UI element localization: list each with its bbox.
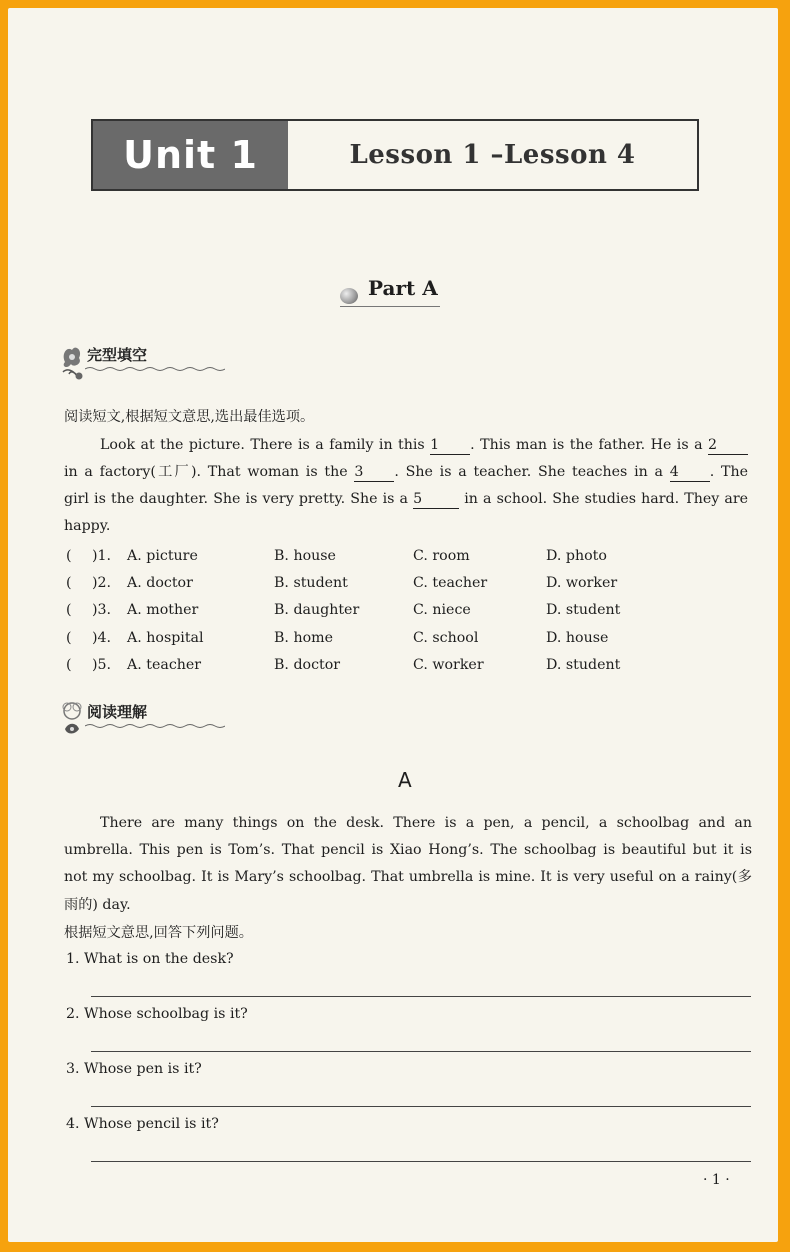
passage-text: in a school. She studies hard. They are <box>464 491 749 507</box>
option-c: C. niece <box>413 602 471 618</box>
answer-paren[interactable]: ( <box>66 657 72 673</box>
page-number: · 1 · <box>703 1172 730 1188</box>
question-1: 1. What is on the desk? <box>66 951 234 967</box>
question-number: )4. <box>92 630 112 646</box>
option-d: D. house <box>546 630 609 646</box>
answer-paren[interactable]: ( <box>66 630 72 646</box>
blank-5: 5 <box>413 490 459 509</box>
section-heading-cloze <box>55 342 185 382</box>
lesson-range: Lesson 1 –Lesson 4 <box>349 140 636 170</box>
reading-line-4: 雨的) day. <box>64 897 131 913</box>
wave-divider <box>85 366 225 372</box>
question-number: )2. <box>92 575 112 591</box>
part-underline <box>340 306 440 307</box>
blank-3: 3 <box>354 463 394 482</box>
reading-line-1: There are many things on the desk. There is a pen, a pencil, a schoolbag and an <box>100 815 752 831</box>
blank-2: 2 <box>708 436 748 455</box>
question-number: )1. <box>92 548 112 564</box>
answer-paren[interactable]: ( <box>66 575 72 591</box>
answer-line-1[interactable] <box>91 996 751 997</box>
question-number: )5. <box>92 657 112 673</box>
answer-line-2[interactable] <box>91 1051 751 1052</box>
question-number: )3. <box>92 602 112 618</box>
option-b: B. student <box>274 575 348 591</box>
flower-icon <box>59 342 85 380</box>
passage-text: . She is a teacher. She teaches in a <box>394 464 663 480</box>
option-d: D. student <box>546 657 621 673</box>
wave-divider <box>85 723 225 729</box>
passage-text: in a factory(工厂). That woman is the <box>64 464 348 480</box>
option-b: B. doctor <box>274 657 341 673</box>
flower-icon <box>59 699 85 737</box>
question-2: 2. Whose schoolbag is it? <box>66 1006 248 1022</box>
reading-line-3: not my schoolbag. It is Mary’s schoolbag. That umbrella is mine. It is very useful on a rainy(多 <box>64 869 752 885</box>
option-c: C. room <box>413 548 470 564</box>
unit-banner <box>91 119 699 191</box>
option-a: A. mother <box>127 602 199 618</box>
option-a: A. picture <box>127 548 198 564</box>
option-a: A. doctor <box>127 575 193 591</box>
part-title: Part A <box>368 276 438 300</box>
section-label: 完型填空 <box>87 346 148 364</box>
part-heading <box>340 276 540 308</box>
passage-text: . The <box>709 464 748 480</box>
answer-line-3[interactable] <box>91 1106 751 1107</box>
passage-text: . This man is the father. He is a <box>470 437 703 453</box>
reading-line-2: umbrella. This pen is Tom’s. That pencil is Xiao Hong’s. The schoolbag is beautiful but it is <box>64 842 752 858</box>
question-3: 3. Whose pen is it? <box>66 1061 202 1077</box>
section-label: 阅读理解 <box>87 703 148 721</box>
unit-title: Unit 1 <box>93 121 288 189</box>
passage-text: Look at the picture. There is a family in this <box>100 437 425 453</box>
option-b: B. house <box>274 548 336 564</box>
option-a: A. teacher <box>127 657 202 673</box>
option-d: D. photo <box>546 548 607 564</box>
option-a: A. hospital <box>127 630 204 646</box>
option-c: C. teacher <box>413 575 488 591</box>
option-d: D. student <box>546 602 621 618</box>
blank-4: 4 <box>670 463 710 482</box>
option-c: C. school <box>413 630 479 646</box>
answer-paren[interactable]: ( <box>66 548 72 564</box>
instruction-cloze: 阅读短文,根据短文意思,选出最佳选项。 <box>64 409 315 425</box>
question-4: 4. Whose pencil is it? <box>66 1116 219 1132</box>
instruction-reading: 根据短文意思,回答下列问题。 <box>64 925 253 941</box>
section-heading-reading <box>55 699 185 739</box>
passage-letter: A <box>398 768 412 792</box>
option-c: C. worker <box>413 657 484 673</box>
passage-line-1 <box>100 432 748 459</box>
blank-1: 1 <box>430 436 470 455</box>
passage-line-2 <box>64 459 748 486</box>
answer-line-4[interactable] <box>91 1161 751 1162</box>
bullet-icon <box>340 288 358 304</box>
option-b: B. home <box>274 630 333 646</box>
passage-line-4: happy. <box>64 518 111 534</box>
passage-text: girl is the daughter. She is very pretty. She is a <box>64 491 409 507</box>
option-d: D. worker <box>546 575 618 591</box>
passage-line-3 <box>64 486 748 513</box>
answer-paren[interactable]: ( <box>66 602 72 618</box>
option-b: B. daughter <box>274 602 360 618</box>
